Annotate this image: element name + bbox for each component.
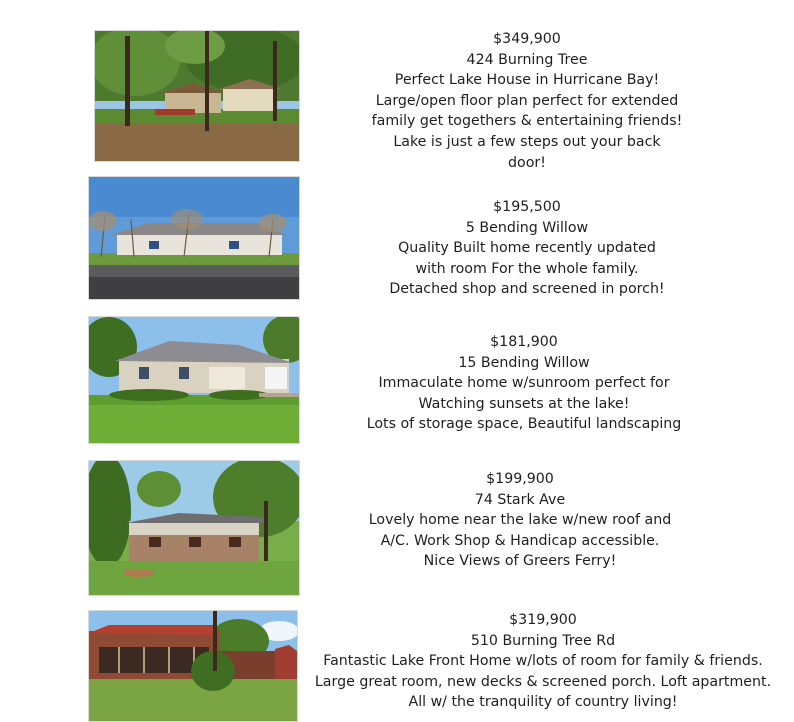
listing-price: $195,500 — [493, 199, 561, 215]
house-photo — [88, 316, 300, 444]
listing-description-line: Quality Built home recently updated — [398, 240, 656, 257]
listing-description-line: Detached shop and screened in porch! — [389, 281, 665, 298]
house-photo — [88, 460, 300, 596]
listing-description-line: All w/ the tranquility of country living! — [408, 694, 678, 711]
listing-address: 510 Burning Tree Rd — [470, 632, 616, 649]
listing-address: 74 Stark Ave — [474, 491, 566, 508]
listing-description-line: Nice Views of Greers Ferry! — [423, 553, 617, 570]
listing-description-line: Lake is just a few steps out your back — [393, 133, 661, 150]
listing-description-line: door! — [508, 154, 546, 171]
listing-description-line: Immaculate home w/sunroom perfect for — [378, 375, 670, 392]
listing-price: $181,900 — [490, 334, 558, 350]
listing-address: 424 Burning Tree — [466, 51, 588, 68]
listing-text — [337, 332, 711, 435]
listing-text — [333, 469, 707, 572]
listing-text — [340, 29, 714, 173]
listing-description-line: family get togethers & entertaining friends! — [371, 113, 683, 130]
listing-price: $199,900 — [486, 471, 554, 487]
listing-description-line: Lots of storage space, Beautiful landscaping — [366, 416, 682, 433]
listing-description-line: Lovely home near the lake w/new roof and — [368, 512, 672, 529]
house-photo — [88, 610, 298, 722]
listing-description-line: Large great room, new decks & screened porch. Loft apartment. — [314, 673, 772, 690]
listing-description-line: Large/open floor plan perfect for extended — [375, 92, 679, 109]
listing-description-line: A/C. Work Shop & Handicap accessible. — [380, 532, 660, 549]
listing-description-line: Fantastic Lake Front Home w/lots of room for family & friends. — [323, 653, 763, 670]
listing-price: $319,900 — [509, 612, 577, 628]
listing-text — [340, 197, 714, 300]
listing-description-line: Perfect Lake House in Hurricane Bay! — [394, 72, 660, 89]
house-photo — [88, 176, 300, 300]
house-photo — [94, 30, 300, 162]
listing-address: 5 Bending Willow — [465, 219, 589, 236]
listing-address: 15 Bending Willow — [458, 354, 590, 371]
listing-description-line: Watching sunsets at the lake! — [418, 395, 630, 412]
listing-description-line: with room For the whole family. — [415, 260, 639, 277]
listing-price: $349,900 — [493, 31, 561, 47]
listing-text — [290, 610, 794, 713]
